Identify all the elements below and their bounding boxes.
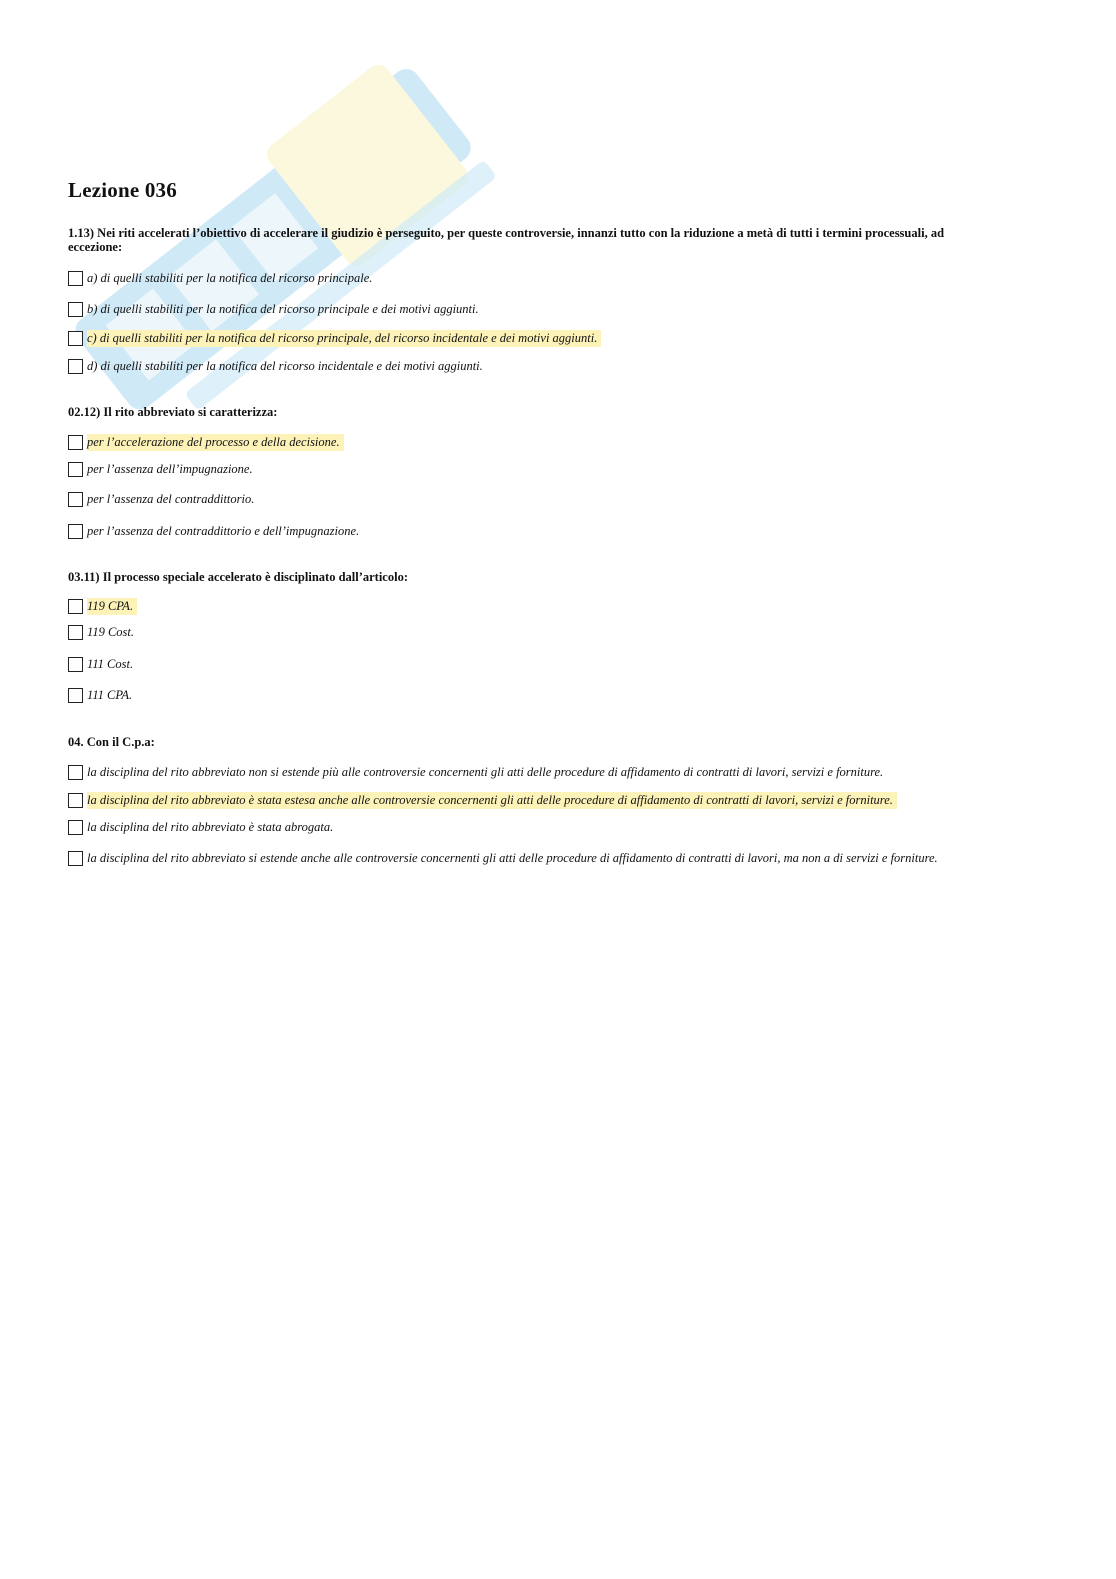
- answer-option[interactable]: [68, 300, 483, 318]
- question-4: 04. Con il C.p.a:: [68, 735, 155, 749]
- answer-option[interactable]: [68, 329, 601, 347]
- answer-option[interactable]: [68, 655, 137, 673]
- answer-option-text-highlighted: 119 CPA.: [87, 598, 137, 615]
- answer-option[interactable]: [68, 597, 137, 615]
- checkbox[interactable]: [68, 462, 83, 477]
- answer-option-text-highlighted: c) di quelli stabiliti per la notifica del ricorso principale, del ricorso incidentale e dei motivi aggiunti.: [87, 330, 601, 347]
- answer-option-text: per l’assenza del contraddittorio e dell’impugnazione.: [87, 523, 360, 538]
- checkbox[interactable]: [68, 820, 83, 835]
- checkbox[interactable]: [68, 331, 83, 346]
- checkbox[interactable]: [68, 688, 83, 703]
- answer-option-text: la disciplina del rito abbreviato si estende anche alle controversie concernenti gli atti delle procedure di affidamento di contratti di lavori, ma non a di servizi e forniture.: [87, 850, 938, 865]
- answer-option[interactable]: [68, 849, 942, 867]
- checkbox[interactable]: [68, 765, 83, 780]
- answer-option-text: per l’assenza del contraddittorio.: [87, 491, 255, 506]
- checkbox[interactable]: [68, 524, 83, 539]
- checkbox[interactable]: [68, 302, 83, 317]
- answer-option-text: la disciplina del rito abbreviato non si estende più alle controversie concernenti gli atti delle procedure di affidamento di contratti di lavori, servizi e forniture.: [87, 764, 884, 779]
- lesson-title: Lezione 036: [68, 178, 177, 202]
- answer-option-text: la disciplina del rito abbreviato è stata abrogata.: [87, 819, 334, 834]
- checkbox[interactable]: [68, 851, 83, 866]
- answer-option[interactable]: [68, 623, 138, 641]
- checkbox[interactable]: [68, 625, 83, 640]
- answer-option[interactable]: [68, 763, 887, 781]
- answer-option[interactable]: [68, 433, 344, 451]
- answer-option-text-highlighted: per l’accelerazione del processo e della decisione.: [87, 434, 344, 451]
- checkbox[interactable]: [68, 271, 83, 286]
- checkbox[interactable]: [68, 492, 83, 507]
- answer-option[interactable]: [68, 818, 337, 836]
- question-2: 02.12) Il rito abbreviato si caratterizza:: [68, 405, 278, 419]
- checkbox[interactable]: [68, 359, 83, 374]
- checkbox[interactable]: [68, 657, 83, 672]
- answer-option[interactable]: [68, 686, 136, 704]
- question-3: 03.11) Il processo speciale accelerato è disciplinato dall’articolo:: [68, 570, 408, 584]
- answer-option-text: a) di quelli stabiliti per la notifica del ricorso principale.: [87, 270, 373, 285]
- answer-option-text: b) di quelli stabiliti per la notifica del ricorso principale e dei motivi aggiunti.: [87, 301, 479, 316]
- answer-option-text-highlighted: la disciplina del rito abbreviato è stata estesa anche alle controversie concernenti gli atti delle procedure di affidamento di contratti di lavori, servizi e forniture.: [87, 792, 897, 809]
- answer-option-text: d) di quelli stabiliti per la notifica del ricorso incidentale e dei motivi aggiunti.: [87, 358, 483, 373]
- answer-option[interactable]: [68, 791, 897, 809]
- answer-option[interactable]: [68, 490, 258, 508]
- question-1: 1.13) Nei riti accelerati l’obiettivo di accelerare il giudizio è perseguito, per queste controversie, innanzi tutto con la riduzione a metà di tutti i termini processuali, ad eccezione:: [68, 226, 945, 254]
- answer-option[interactable]: [68, 357, 487, 375]
- checkbox[interactable]: [68, 599, 83, 614]
- checkbox[interactable]: [68, 793, 83, 808]
- answer-option-text: 111 Cost.: [87, 656, 134, 671]
- answer-option-text: per l’assenza dell’impugnazione.: [87, 461, 253, 476]
- answer-option[interactable]: [68, 460, 257, 478]
- answer-option-text: 111 CPA.: [87, 687, 133, 702]
- answer-option[interactable]: [68, 522, 363, 540]
- checkbox[interactable]: [68, 435, 83, 450]
- answer-option-text: 119 Cost.: [87, 624, 134, 639]
- answer-option[interactable]: [68, 269, 376, 287]
